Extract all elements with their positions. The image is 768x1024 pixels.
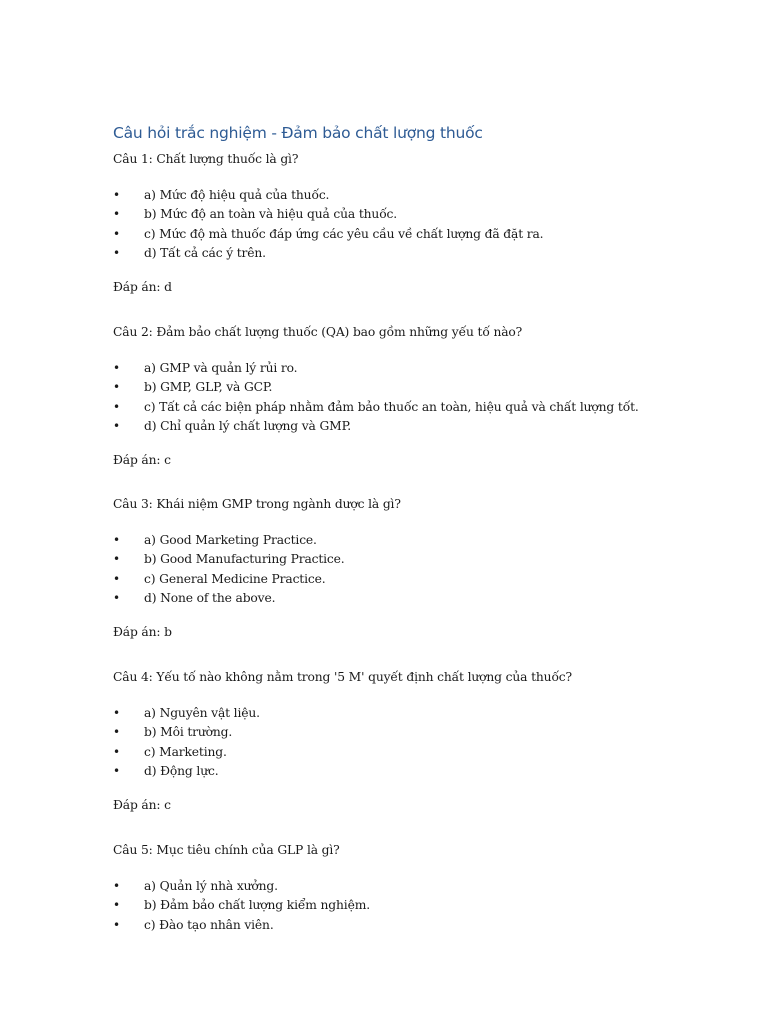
option-list bbox=[113, 531, 753, 609]
bullet-icon: • bbox=[113, 188, 120, 202]
bullet-icon: • bbox=[113, 571, 120, 586]
option-text: c) General Medicine Practice. bbox=[144, 571, 326, 586]
option-item bbox=[113, 398, 753, 417]
option-text: b) Mức độ an toàn và hiệu quả của thuốc. bbox=[144, 207, 398, 222]
option-text: c) Đào tạo nhân viên. bbox=[144, 917, 274, 932]
bullet-icon: • bbox=[113, 917, 120, 932]
option-text: c) Tất cả các biện pháp nhằm đảm bảo thuốc an toàn, hiệu quả và chất lượng tốt. bbox=[144, 399, 639, 414]
option-item bbox=[113, 762, 753, 781]
option-item bbox=[113, 704, 753, 723]
option-text: a) Quản lý nhà xưởng. bbox=[144, 879, 278, 893]
option-item bbox=[113, 589, 753, 608]
option-item bbox=[113, 244, 753, 263]
answer-text: Đáp án: c bbox=[113, 452, 171, 467]
answer-text: Đáp án: c bbox=[113, 797, 171, 812]
question-block-1 bbox=[113, 149, 753, 297]
option-text: b) Good Manufacturing Practice. bbox=[144, 552, 345, 567]
question-text: Câu 2: Đảm bảo chất lượng thuốc (QA) bao gồm những yếu tố nào? bbox=[113, 325, 523, 339]
bullet-icon: • bbox=[113, 706, 120, 720]
option-text: b) Môi trường. bbox=[144, 725, 233, 740]
option-text: a) GMP và quản lý rủi ro. bbox=[144, 361, 298, 375]
option-text: d) Động lực. bbox=[144, 764, 219, 779]
bullet-icon: • bbox=[113, 725, 120, 740]
question-block-4 bbox=[113, 667, 753, 815]
option-text: d) None of the above. bbox=[144, 591, 276, 606]
bullet-icon: • bbox=[113, 764, 120, 779]
answer-text: Đáp án: d bbox=[113, 279, 172, 294]
option-item bbox=[113, 378, 753, 397]
option-item bbox=[113, 186, 753, 205]
bullet-icon: • bbox=[113, 898, 120, 913]
option-item bbox=[113, 225, 753, 244]
question-block-3 bbox=[113, 494, 753, 642]
option-text: a) Good Marketing Practice. bbox=[144, 533, 317, 547]
option-item bbox=[113, 417, 753, 436]
option-item bbox=[113, 570, 753, 589]
bullet-icon: • bbox=[113, 380, 120, 395]
document-title: Câu hỏi trắc nghiệm - Đảm bảo chất lượng thuốc bbox=[113, 124, 483, 142]
option-text: b) Đảm bảo chất lượng kiểm nghiệm. bbox=[144, 898, 370, 913]
option-item bbox=[113, 205, 753, 224]
option-list bbox=[113, 186, 753, 264]
option-item bbox=[113, 916, 753, 935]
bullet-icon: • bbox=[113, 226, 120, 241]
question-text: Câu 5: Mục tiêu chính của GLP là gì? bbox=[113, 843, 340, 857]
question-block-5 bbox=[113, 840, 753, 935]
bullet-icon: • bbox=[113, 207, 120, 222]
option-item bbox=[113, 359, 753, 378]
option-item bbox=[113, 723, 753, 742]
option-text: a) Mức độ hiệu quả của thuốc. bbox=[144, 188, 330, 202]
option-list bbox=[113, 704, 753, 782]
bullet-icon: • bbox=[113, 361, 120, 375]
bullet-icon: • bbox=[113, 533, 120, 547]
option-text: d) Chỉ quản lý chất lượng và GMP. bbox=[144, 419, 351, 434]
option-text: d) Tất cả các ý trên. bbox=[144, 246, 266, 261]
option-item bbox=[113, 743, 753, 762]
option-item bbox=[113, 531, 753, 550]
bullet-icon: • bbox=[113, 419, 120, 434]
question-text: Câu 1: Chất lượng thuốc là gì? bbox=[113, 152, 299, 166]
option-text: c) Marketing. bbox=[144, 744, 227, 759]
bullet-icon: • bbox=[113, 246, 120, 261]
question-text: Câu 4: Yếu tố nào không nằm trong '5 M' quyết định chất lượng của thuốc? bbox=[113, 670, 572, 684]
bullet-icon: • bbox=[113, 879, 120, 893]
option-list bbox=[113, 359, 753, 437]
option-list bbox=[113, 877, 753, 935]
option-text: a) Nguyên vật liệu. bbox=[144, 706, 260, 720]
bullet-icon: • bbox=[113, 552, 120, 567]
answer-text: Đáp án: b bbox=[113, 624, 172, 639]
option-text: b) GMP, GLP, và GCP. bbox=[144, 380, 273, 395]
option-text: c) Mức độ mà thuốc đáp ứng các yêu cầu về chất lượng đã đặt ra. bbox=[144, 226, 544, 241]
bullet-icon: • bbox=[113, 744, 120, 759]
option-item bbox=[113, 896, 753, 915]
question-text: Câu 3: Khái niệm GMP trong ngành dược là gì? bbox=[113, 497, 401, 511]
bullet-icon: • bbox=[113, 399, 120, 414]
bullet-icon: • bbox=[113, 591, 120, 606]
question-block-2 bbox=[113, 322, 753, 470]
option-item bbox=[113, 877, 753, 896]
option-item bbox=[113, 550, 753, 569]
